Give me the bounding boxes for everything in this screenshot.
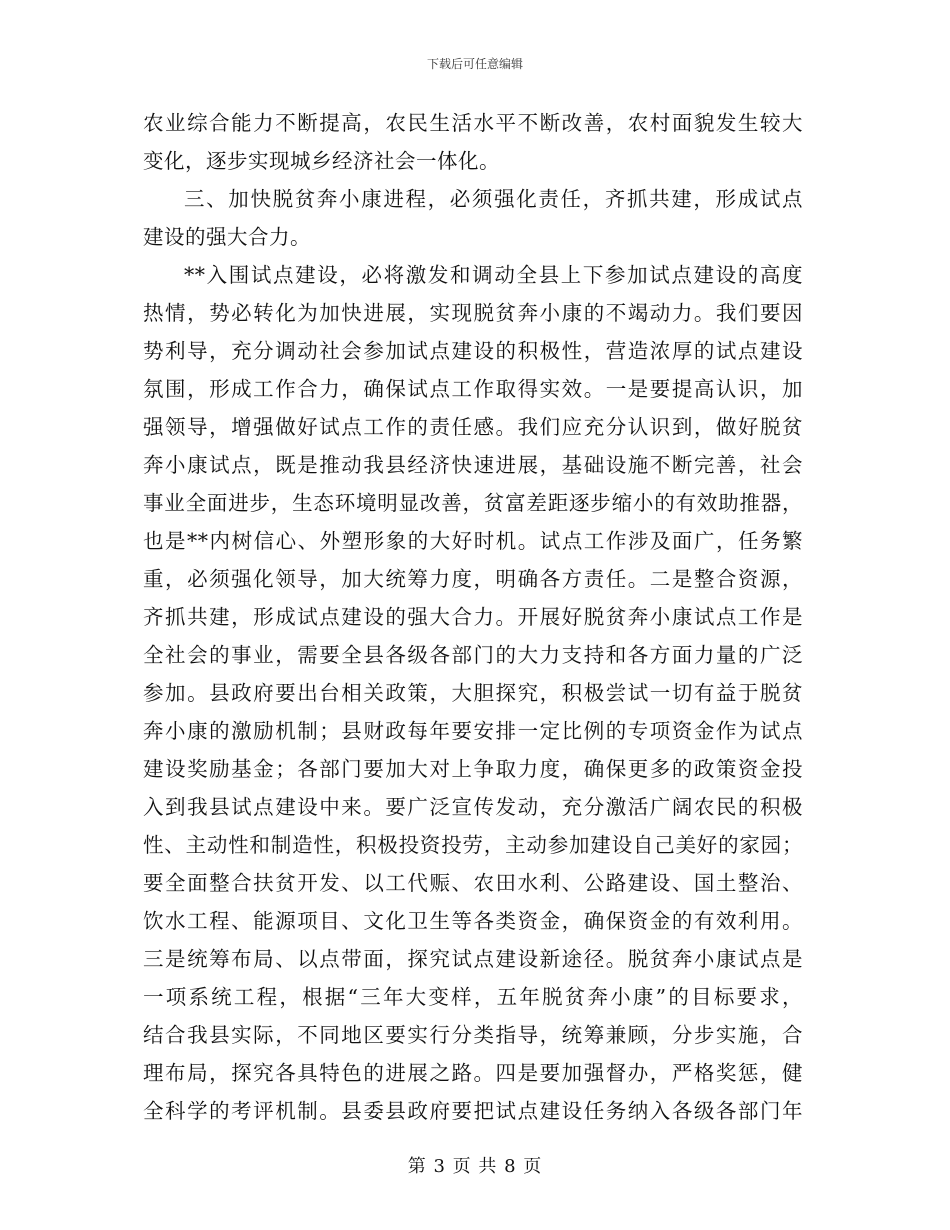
text-line: 一项系统工程，根据“三年大变样，五年脱贫奔小康”的目标要求， [143,985,803,1009]
text-line: 势利导，充分调动社会参加试点建设的积极性，营造浓厚的试点建设 [143,339,803,363]
text-line: 强领导，增强做好试点工作的责任感。我们应充分认识到，做好脱贫 [143,415,803,439]
text-line: 农业综合能力不断提高，农民生活水平不断改善，农村面貌发生较大 [143,111,803,135]
text-line: 重，必须强化领导，加大统筹力度，明确各方责任。二是整合资源， [143,567,803,591]
text-line: 理布局，探究各具特色的进展之路。四是要加强督办，严格奖惩，健 [143,1061,803,1085]
paragraph-1 [143,104,803,180]
header-note: 下载后可任意编辑 [426,57,523,71]
text-line: 事业全面进步，生态环境明显改善，贫富差距逐步缩小的有效助推器， [143,491,803,515]
text-line: 建设奖励基金；各部门要加大对上争取力度，确保更多的政策资金投 [143,757,803,781]
text-line: 要全面整合扶贫开发、以工代赈、农田水利、公路建设、国土整治、 [143,871,803,895]
text-line: 齐抓共建，形成试点建设的强大合力。开展好脱贫奔小康试点工作是 [143,605,803,629]
text-line: 参加。县政府要出台相关政策，大胆探究，积极尝试一切有益于脱贫 [143,681,803,705]
text-line: 三是统筹布局、以点带面，探究试点建设新途径。脱贫奔小康试点是 [143,947,803,971]
text-line: 入到我县试点建设中来。要广泛宣传发动，充分激活广阔农民的积极 [143,795,803,819]
section-heading-line: 建设的强大合力。 [143,225,311,249]
text-line: 奔小康的激励机制；县财政每年要安排一定比例的专项资金作为试点 [143,719,803,743]
paragraph-2 [143,180,803,256]
text-line: 全社会的事业，需要全县各级各部门的大力支持和各方面力量的广泛 [143,643,803,667]
text-line: 全科学的考评机制。县委县政府要把试点建设任务纳入各级各部门年 [143,1099,803,1123]
text-line: 热情，势必转化为加快进展，实现脱贫奔小康的不竭动力。我们要因 [143,301,803,325]
section-heading-line: 三、加快脱贫奔小康进程，必须强化责任，齐抓共建，形成试点 [184,187,803,211]
document-body [143,104,803,1130]
text-line: 结合我县实际，不同地区要实行分类指导，统筹兼顾，分步实施，合 [143,1023,803,1047]
paragraph-3 [143,256,803,1130]
text-line: 也是**内树信心、外塑形象的大好时机。试点工作涉及面广，任务繁 [143,529,803,553]
text-line: 奔小康试点，既是推动我县经济快速进展，基础设施不断完善，社会 [143,453,803,477]
text-line: **入围试点建设，必将激发和调动全县上下参加试点建设的高度 [184,263,803,287]
text-line: 性、主动性和制造性，积极投资投劳，主动参加建设自己美好的家园； [143,833,803,857]
text-line: 氛围，形成工作合力，确保试点工作取得实效。一是要提高认识，加 [143,377,803,401]
text-line: 变化，逐步实现城乡经济社会一体化。 [143,149,500,173]
text-line: 饮水工程、能源项目、文化卫生等各类资金，确保资金的有效利用。 [143,909,803,933]
page-number-footer: 第 3 页 共 8 页 [407,1156,543,1177]
